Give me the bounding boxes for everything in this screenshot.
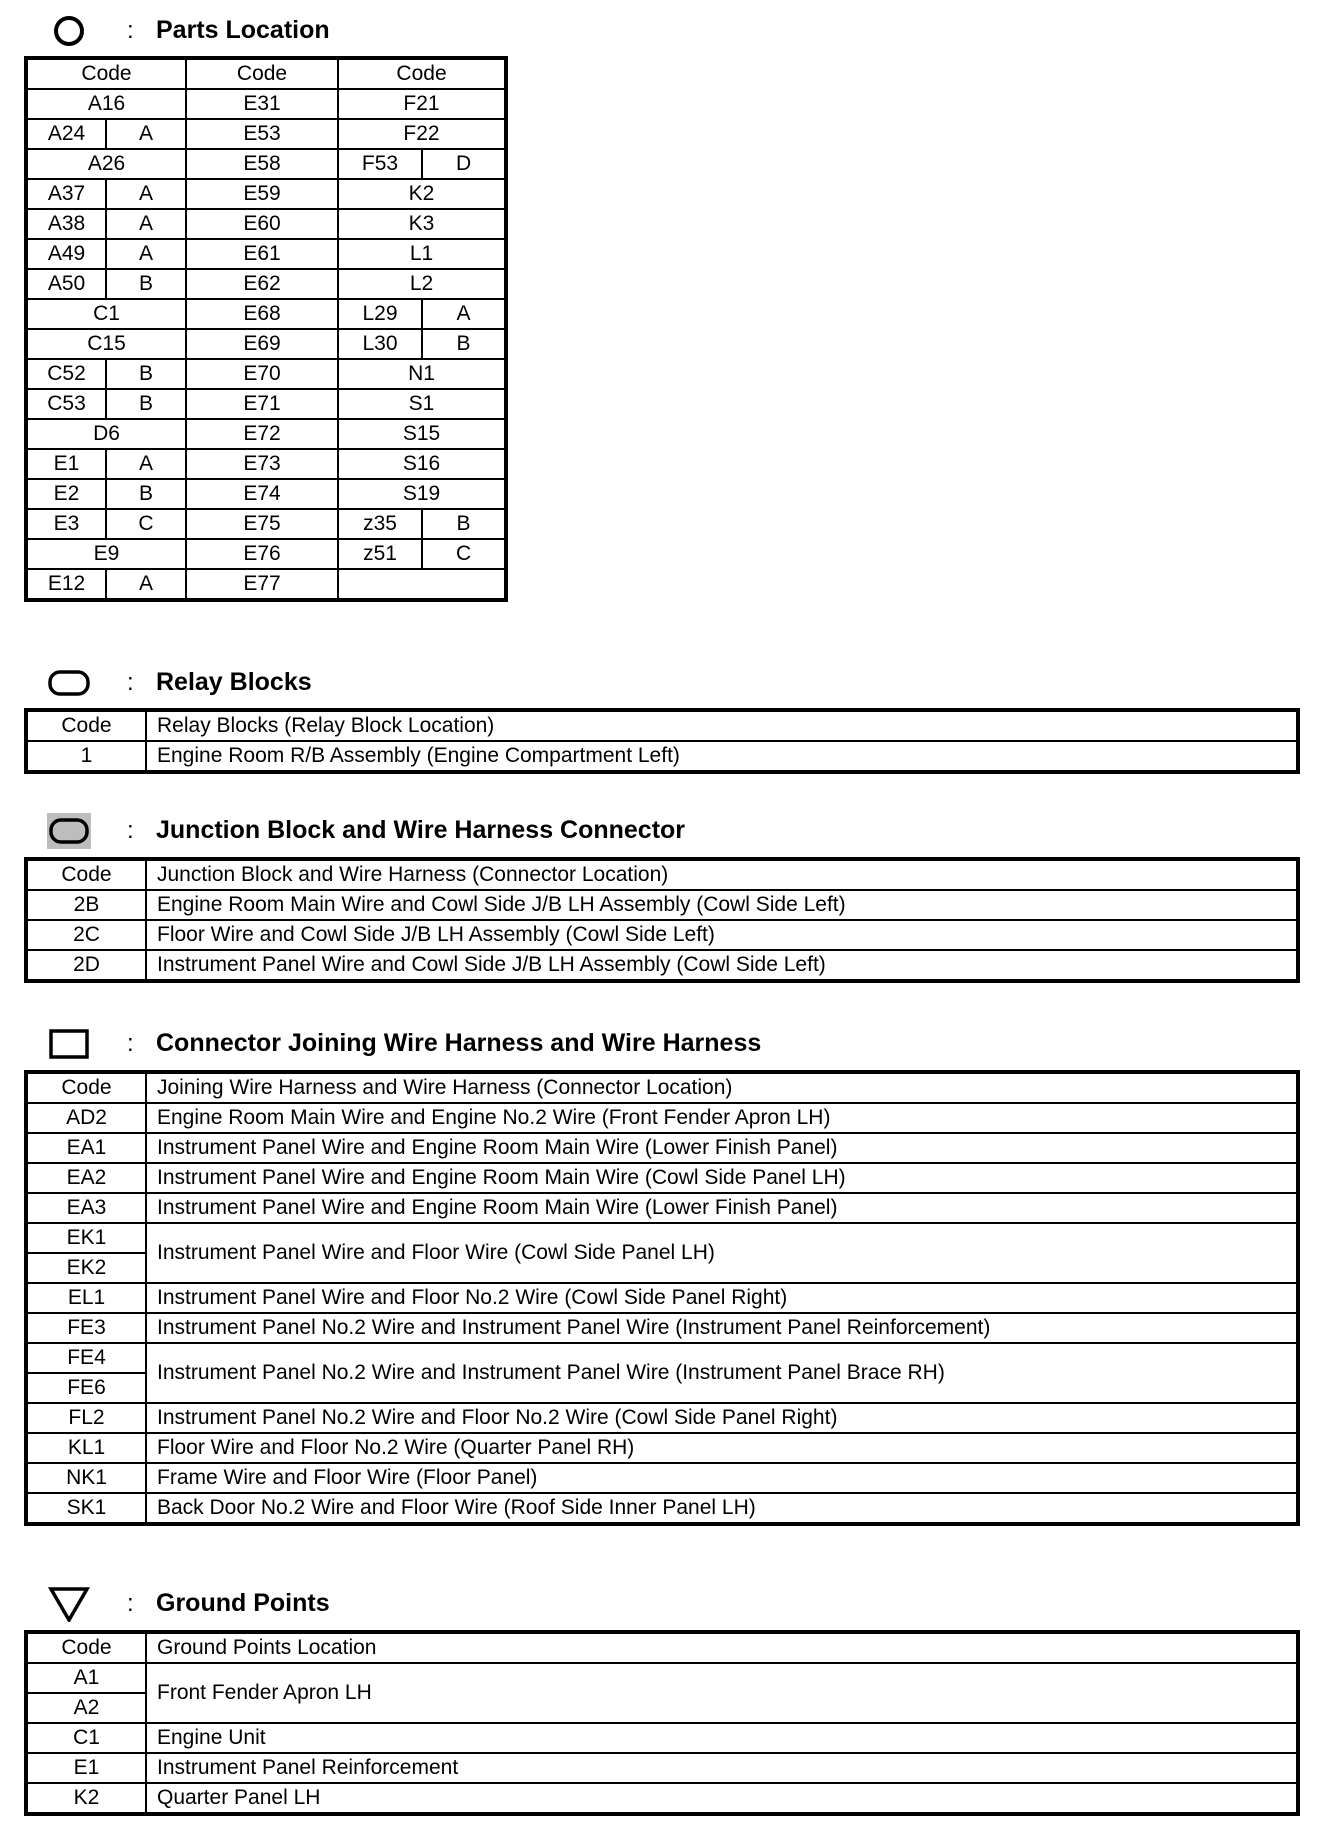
circle-outline-icon xyxy=(47,13,91,49)
connector-joining-title: Connector Joining Wire Harness and Wire Harness xyxy=(156,1029,762,1057)
part-subcode-cell: A xyxy=(106,569,186,600)
part-code-cell: E77 xyxy=(186,569,338,600)
part-subcode-cell: A xyxy=(422,299,506,329)
part-code-cell: E68 xyxy=(186,299,338,329)
table-row xyxy=(26,539,506,569)
table-row xyxy=(26,920,1298,950)
part-code-cell: F53 xyxy=(338,149,422,179)
location-cell: Instrument Panel Wire and Cowl Side J/B LH Assembly (Cowl Side Left) xyxy=(146,950,1298,981)
part-code-cell: E60 xyxy=(186,209,338,239)
part-code-cell: E58 xyxy=(186,149,338,179)
connector-joining-table xyxy=(24,1070,1300,1526)
part-code-cell: A16 xyxy=(26,89,186,119)
part-code-cell: z51 xyxy=(338,539,422,569)
square-outline-icon xyxy=(47,1026,91,1062)
part-subcode-cell: B xyxy=(106,389,186,419)
part-code-cell: K2 xyxy=(338,179,506,209)
code-cell: 2D xyxy=(26,950,146,981)
table-row xyxy=(26,1343,1298,1373)
location-cell: Engine Room R/B Assembly (Engine Compartment Left) xyxy=(146,741,1298,772)
part-subcode-cell: B xyxy=(106,359,186,389)
table-row xyxy=(26,1753,1298,1783)
part-code-cell: K3 xyxy=(338,209,506,239)
location-cell: Back Door No.2 Wire and Floor Wire (Roof Side Inner Panel LH) xyxy=(146,1493,1298,1524)
code-cell: KL1 xyxy=(26,1433,146,1463)
table-header-row xyxy=(26,58,506,89)
table-row xyxy=(26,741,1298,772)
location-cell: Instrument Panel Reinforcement xyxy=(146,1753,1298,1783)
table-row xyxy=(26,299,506,329)
table-header-row xyxy=(26,1632,1298,1663)
column-header: Relay Blocks (Relay Block Location) xyxy=(146,710,1298,741)
table-row xyxy=(26,239,506,269)
part-subcode-cell: B xyxy=(422,329,506,359)
part-subcode-cell: B xyxy=(106,269,186,299)
heading-colon: : xyxy=(127,817,134,844)
table-row xyxy=(26,1403,1298,1433)
table-row xyxy=(26,1493,1298,1524)
part-subcode-cell: A xyxy=(106,449,186,479)
table-row xyxy=(26,329,506,359)
ground-points-heading xyxy=(0,1581,1328,1627)
code-cell: A1 xyxy=(26,1663,146,1693)
code-cell: 1 xyxy=(26,741,146,772)
table-row xyxy=(26,1103,1298,1133)
column-header: Ground Points Location xyxy=(146,1632,1298,1663)
part-code-cell: S1 xyxy=(338,389,506,419)
table-row xyxy=(26,1163,1298,1193)
column-header: Code xyxy=(338,58,506,89)
part-subcode-cell: A xyxy=(106,119,186,149)
part-code-cell: F21 xyxy=(338,89,506,119)
table-row xyxy=(26,509,506,539)
part-code-cell: A26 xyxy=(26,149,186,179)
part-code-cell: L1 xyxy=(338,239,506,269)
table-row xyxy=(26,359,506,389)
location-cell: Floor Wire and Cowl Side J/B LH Assembly (Cowl Side Left) xyxy=(146,920,1298,950)
location-cell: Instrument Panel Wire and Engine Room Main Wire (Lower Finish Panel) xyxy=(146,1193,1298,1223)
parts-location-table xyxy=(24,56,508,602)
column-header: Code xyxy=(26,58,186,89)
heading-colon: : xyxy=(127,1030,134,1057)
table-row xyxy=(26,209,506,239)
table-row xyxy=(26,1433,1298,1463)
shaded-rounded-rectangle-icon xyxy=(47,813,91,849)
location-cell: Engine Unit xyxy=(146,1723,1298,1753)
part-code-cell: S19 xyxy=(338,479,506,509)
column-header: Code xyxy=(26,710,146,741)
relay-blocks-heading xyxy=(0,660,1328,706)
code-cell: EK2 xyxy=(26,1253,146,1283)
part-code-cell: L29 xyxy=(338,299,422,329)
location-cell: Engine Room Main Wire and Engine No.2 Wire (Front Fender Apron LH) xyxy=(146,1103,1298,1133)
heading-colon: : xyxy=(127,669,134,696)
code-cell: 2C xyxy=(26,920,146,950)
part-code-cell: E12 xyxy=(26,569,106,600)
column-header: Code xyxy=(26,1072,146,1103)
part-code-cell: E62 xyxy=(186,269,338,299)
table-row xyxy=(26,950,1298,981)
table-row xyxy=(26,269,506,299)
part-code-cell: E53 xyxy=(186,119,338,149)
table-row xyxy=(26,119,506,149)
location-cell: Floor Wire and Floor No.2 Wire (Quarter Panel RH) xyxy=(146,1433,1298,1463)
part-code-cell: E9 xyxy=(26,539,186,569)
column-header: Code xyxy=(26,1632,146,1663)
part-code-cell: E3 xyxy=(26,509,106,539)
code-cell: EA2 xyxy=(26,1163,146,1193)
part-subcode-cell: A xyxy=(106,209,186,239)
down-triangle-icon xyxy=(47,1586,91,1622)
table-row xyxy=(26,1193,1298,1223)
part-code-cell: L2 xyxy=(338,269,506,299)
heading-colon: : xyxy=(127,1590,134,1617)
junction-block-title: Junction Block and Wire Harness Connector xyxy=(156,816,686,844)
table-row xyxy=(26,149,506,179)
code-cell: 2B xyxy=(26,890,146,920)
part-code-cell: C53 xyxy=(26,389,106,419)
parts-location-heading xyxy=(0,8,1328,54)
location-cell: Instrument Panel Wire and Floor No.2 Wire (Cowl Side Panel Right) xyxy=(146,1283,1298,1313)
code-cell: EK1 xyxy=(26,1223,146,1253)
code-cell: FE6 xyxy=(26,1373,146,1403)
table-row xyxy=(26,1283,1298,1313)
part-code-cell: S16 xyxy=(338,449,506,479)
table-row xyxy=(26,569,506,600)
code-cell: EA3 xyxy=(26,1193,146,1223)
table-header-row xyxy=(26,710,1298,741)
table-header-row xyxy=(26,1072,1298,1103)
junction-block-table xyxy=(24,857,1300,983)
part-code-cell: E74 xyxy=(186,479,338,509)
code-cell: FL2 xyxy=(26,1403,146,1433)
table-row xyxy=(26,1223,1298,1253)
part-code-cell: A50 xyxy=(26,269,106,299)
part-code-cell: E31 xyxy=(186,89,338,119)
location-cell: Instrument Panel No.2 Wire and Instrument Panel Wire (Instrument Panel Reinforcement) xyxy=(146,1313,1298,1343)
column-header: Code xyxy=(186,58,338,89)
table-row xyxy=(26,479,506,509)
table-row xyxy=(26,1313,1298,1343)
code-cell: FE3 xyxy=(26,1313,146,1343)
code-cell: E1 xyxy=(26,1753,146,1783)
table-row xyxy=(26,1663,1298,1693)
part-subcode-cell: C xyxy=(422,539,506,569)
part-code-cell: E72 xyxy=(186,419,338,449)
part-subcode-cell: B xyxy=(106,479,186,509)
part-code-cell: F22 xyxy=(338,119,506,149)
connector-joining-heading xyxy=(0,1021,1328,1067)
location-cell: Quarter Panel LH xyxy=(146,1783,1298,1814)
code-cell: C1 xyxy=(26,1723,146,1753)
part-code-cell: E70 xyxy=(186,359,338,389)
table-row xyxy=(26,89,506,119)
code-cell: EA1 xyxy=(26,1133,146,1163)
part-code-cell: E69 xyxy=(186,329,338,359)
location-cell: Instrument Panel Wire and Floor Wire (Cowl Side Panel LH) xyxy=(146,1223,1298,1283)
part-code-cell: N1 xyxy=(338,359,506,389)
part-code-cell: A49 xyxy=(26,239,106,269)
part-code-cell: E1 xyxy=(26,449,106,479)
table-row xyxy=(26,389,506,419)
column-header: Joining Wire Harness and Wire Harness (Connector Location) xyxy=(146,1072,1298,1103)
table-row xyxy=(26,179,506,209)
location-cell: Instrument Panel Wire and Engine Room Main Wire (Cowl Side Panel LH) xyxy=(146,1163,1298,1193)
part-code-cell: E71 xyxy=(186,389,338,419)
part-code-cell: A38 xyxy=(26,209,106,239)
part-code-cell: E76 xyxy=(186,539,338,569)
part-code-cell: A37 xyxy=(26,179,106,209)
location-cell: Frame Wire and Floor Wire (Floor Panel) xyxy=(146,1463,1298,1493)
location-cell: Front Fender Apron LH xyxy=(146,1663,1298,1723)
code-cell: EL1 xyxy=(26,1283,146,1313)
table-row xyxy=(26,1783,1298,1814)
rounded-rectangle-icon xyxy=(47,665,91,701)
part-code-cell: C15 xyxy=(26,329,186,359)
part-subcode-cell: B xyxy=(422,509,506,539)
table-row xyxy=(26,890,1298,920)
code-cell: FE4 xyxy=(26,1343,146,1373)
relay-blocks-table xyxy=(24,708,1300,774)
part-code-cell: A24 xyxy=(26,119,106,149)
location-cell: Instrument Panel Wire and Engine Room Main Wire (Lower Finish Panel) xyxy=(146,1133,1298,1163)
part-code-cell: z35 xyxy=(338,509,422,539)
table-row xyxy=(26,449,506,479)
parts-location-title: Parts Location xyxy=(156,16,330,44)
code-cell: NK1 xyxy=(26,1463,146,1493)
code-cell: A2 xyxy=(26,1693,146,1723)
part-subcode-cell: C xyxy=(106,509,186,539)
junction-block-heading xyxy=(0,808,1328,854)
part-code-cell: C52 xyxy=(26,359,106,389)
code-cell: AD2 xyxy=(26,1103,146,1133)
part-subcode-cell: D xyxy=(422,149,506,179)
part-code-cell: E61 xyxy=(186,239,338,269)
part-code-cell: D6 xyxy=(26,419,186,449)
location-cell: Instrument Panel No.2 Wire and Instrument Panel Wire (Instrument Panel Brace RH) xyxy=(146,1343,1298,1403)
table-row xyxy=(26,419,506,449)
code-cell: K2 xyxy=(26,1783,146,1814)
table-row xyxy=(26,1463,1298,1493)
column-header: Code xyxy=(26,859,146,890)
part-code-cell: E59 xyxy=(186,179,338,209)
part-code-cell: E73 xyxy=(186,449,338,479)
location-cell: Engine Room Main Wire and Cowl Side J/B LH Assembly (Cowl Side Left) xyxy=(146,890,1298,920)
part-code-cell: E75 xyxy=(186,509,338,539)
part-code-cell: L30 xyxy=(338,329,422,359)
table-row xyxy=(26,1723,1298,1753)
location-cell: Instrument Panel No.2 Wire and Floor No.2 Wire (Cowl Side Panel Right) xyxy=(146,1403,1298,1433)
table-row xyxy=(26,1133,1298,1163)
column-header: Junction Block and Wire Harness (Connector Location) xyxy=(146,859,1298,890)
heading-colon: : xyxy=(127,17,134,44)
empty-cell xyxy=(338,569,506,600)
relay-blocks-title: Relay Blocks xyxy=(156,668,312,696)
ground-points-table xyxy=(24,1630,1300,1816)
part-subcode-cell: A xyxy=(106,179,186,209)
part-code-cell: C1 xyxy=(26,299,186,329)
ground-points-title: Ground Points xyxy=(156,1589,330,1617)
table-header-row xyxy=(26,859,1298,890)
part-subcode-cell: A xyxy=(106,239,186,269)
part-code-cell: E2 xyxy=(26,479,106,509)
part-code-cell: S15 xyxy=(338,419,506,449)
code-cell: SK1 xyxy=(26,1493,146,1524)
